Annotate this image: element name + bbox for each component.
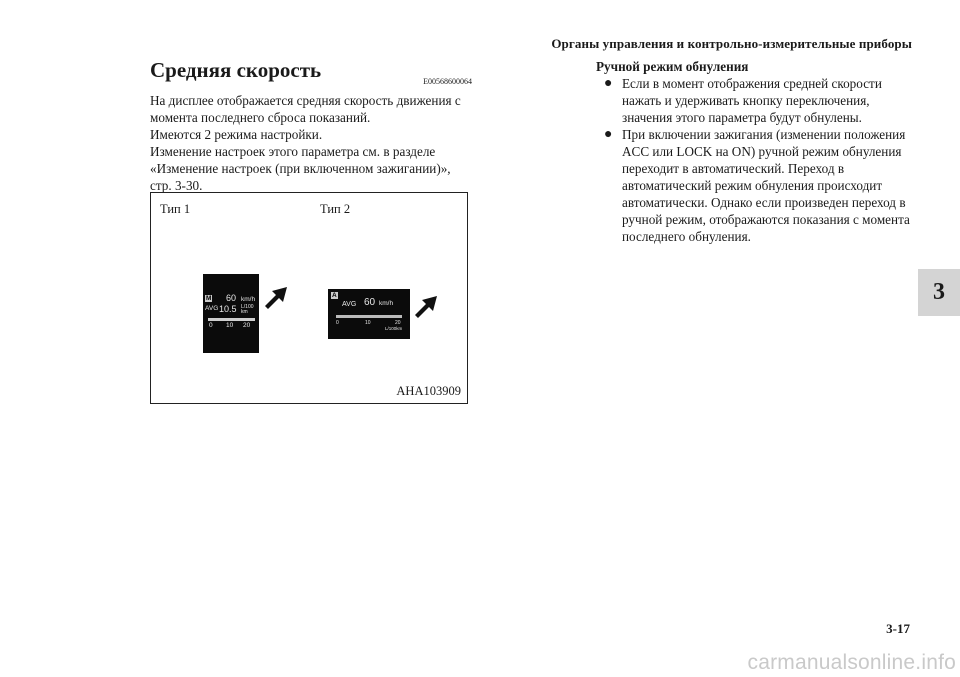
section-average-speed	[150, 58, 472, 194]
section-code: E00568600064	[423, 77, 472, 86]
mode-indicator: M	[206, 295, 212, 302]
figure-code: AHA103909	[396, 384, 461, 398]
avg-label: AVG	[205, 305, 219, 312]
scale-tick: 20	[395, 320, 401, 326]
scale-bar	[208, 318, 255, 321]
paragraph: Имеются 2 режима настройки.	[150, 127, 323, 142]
bullet-icon: ●	[604, 76, 613, 91]
speed-value: 60	[226, 293, 237, 303]
bullet-item	[596, 126, 916, 245]
avg-label: AVG	[342, 301, 357, 308]
type2-label: Тип 2	[320, 202, 351, 216]
speed-unit: km/h	[379, 300, 394, 307]
display-type2	[328, 289, 410, 339]
scale-tick: 10	[226, 322, 234, 329]
chapter-tab: 3	[918, 269, 960, 316]
bullet-item	[596, 75, 916, 126]
mode-indicator: A	[332, 292, 337, 299]
paragraph: Изменение настроек этого параметра см. в разделе «Изменение настроек (при включенном зажигании)», стр. 3-30.	[150, 144, 451, 193]
paragraph: На дисплее отображается средняя скорость движения с момента последнего сброса показаний.	[150, 93, 461, 125]
scale-bar	[336, 315, 402, 318]
scale-tick: 20	[243, 322, 251, 329]
scale-tick: 10	[365, 320, 371, 326]
display-type1	[203, 274, 259, 353]
section-body	[150, 92, 472, 194]
page-number: 3-17	[886, 621, 910, 636]
bullet-text: При включении зажигания (изменении положения ACC или LOCK на ON) ручной режим обнуления переходит в автоматический. Переход в автоматический режим обнуления происходит автоматически. Однако если произведен переход в ручной режим, отображаются показания с момента последнего обнуления.	[622, 127, 910, 244]
section-title: Средняя скорость	[150, 58, 322, 82]
page-header: Органы управления и контрольно-измерительные приборы	[551, 36, 912, 51]
consumption-unit: L/100km	[385, 326, 403, 331]
scale-tick: 0	[209, 322, 213, 329]
bullet-text: Если в момент отображения средней скорости нажать и удерживать кнопку переключения, значения этого параметра будут обнулены.	[622, 76, 882, 125]
speed-unit: km/h	[241, 296, 256, 303]
scale-tick: 0	[336, 320, 339, 326]
watermark: carmanualsonline.info	[747, 651, 956, 674]
pointer-arrow-icon	[263, 285, 289, 311]
manual-reset-section	[596, 58, 916, 245]
type1-label: Тип 1	[160, 202, 191, 216]
bullet-icon: ●	[604, 127, 613, 142]
pointer-arrow-icon	[413, 294, 439, 320]
speed-value: 60	[364, 297, 376, 308]
consumption-unit: L/100 km	[241, 304, 254, 315]
consumption-value: 10.5	[219, 304, 237, 314]
figure-displays	[150, 192, 468, 404]
subsection-heading: Ручной режим обнуления	[596, 59, 749, 74]
